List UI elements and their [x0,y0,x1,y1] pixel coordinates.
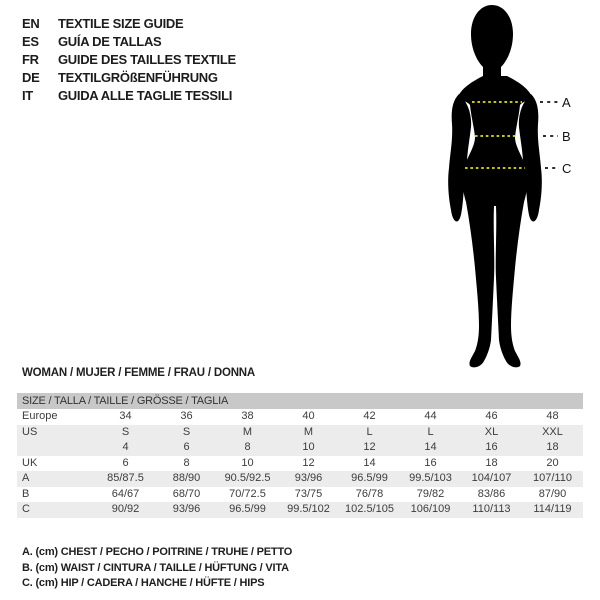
table-cell: 102.5/105 [345,503,394,515]
table-cell: 93/96 [172,503,201,515]
table-row [17,425,583,441]
table-cell: 90.5/92.5 [224,472,271,484]
table-cell: 36 [180,410,193,422]
table-cell: 14 [363,456,376,469]
language-code: IT [22,88,33,103]
table-cell: 6 [183,441,190,453]
table-cell: 96.5/99 [229,503,266,515]
row-label: A [22,472,30,484]
language-title: TEXTILGRÖßENFÜHRUNG [58,70,218,85]
table-cell: 85/87.5 [107,472,144,484]
table-cell: 87/90 [538,487,567,500]
table-row [17,502,583,518]
table-cell: 99.5/103 [409,472,452,484]
size-guide-figure [395,0,600,380]
table-cell: 76/78 [355,487,384,500]
table-cell: 83/86 [477,487,506,500]
language-title: GUIDA ALLE TAGLIE TESSILI [58,88,233,103]
table-cell: 70/72.5 [229,487,266,500]
size-table-header: SIZE / TALLA / TAILLE / GRÖSSE / TAGLIA [17,393,583,409]
language-title-list [22,15,236,105]
table-cell: 8 [183,456,190,469]
legend-line: A. (cm) CHEST / PECHO / POITRINE / TRUHE / PETTO [22,546,293,558]
table-cell: 16 [485,441,498,453]
language-row-en [22,15,236,33]
language-code: FR [22,52,39,67]
silhouette-head [471,5,513,86]
table-cell: 42 [363,410,376,422]
table-cell: 40 [302,410,315,422]
table-cell: XXL [542,425,563,438]
table-cell: 107/110 [533,472,572,484]
language-row-es [22,33,236,51]
table-cell: 48 [546,410,559,422]
table-cell: 10 [302,441,315,453]
language-code: ES [22,34,39,49]
language-row-fr [22,51,236,69]
language-row-de [22,69,236,87]
size-table-rows [17,409,583,518]
table-cell: 12 [363,441,376,453]
table-cell: 44 [424,410,437,422]
table-row [17,409,583,425]
row-label: UK [22,456,38,469]
table-cell: 114/119 [533,503,572,515]
row-label: B [22,487,30,500]
language-title: GUÍA DE TALLAS [58,34,162,49]
table-cell: 18 [546,441,559,453]
table-cell: L [427,425,434,438]
table-row [17,471,583,487]
table-cell: 16 [424,456,437,469]
woman-silhouette-figure [395,0,600,380]
table-cell: 8 [244,441,251,453]
marker-c-label: C [562,161,572,176]
table-cell: 18 [485,456,498,469]
measurement-legend [22,545,292,592]
table-cell: 34 [119,410,132,422]
language-code: EN [22,16,40,31]
row-label: Europe [22,410,58,422]
table-cell: L [366,425,373,438]
row-label [17,440,95,456]
legend-line: B. (cm) WAIST / CINTURA / TAILLE / HÜFTUNG / VITA [22,561,289,574]
language-title: GUIDE DES TAILLES TEXTILE [58,52,236,67]
table-cell: 46 [485,410,498,422]
table-cell: 6 [122,456,129,469]
table-cell: 20 [546,456,559,469]
table-row [17,487,583,503]
table-cell: 38 [241,410,254,422]
table-cell: 64/67 [111,487,140,500]
language-title: TEXTILE SIZE GUIDE [58,16,184,31]
language-code: DE [22,70,40,85]
table-cell: 10 [241,456,254,469]
section-title-woman: WOMAN / MUJER / FEMME / FRAU / DONNA [22,367,256,379]
size-table [17,393,583,518]
row-label: US [22,425,38,438]
row-label: C [22,503,30,515]
marker-b-label: B [562,129,571,144]
table-cell: 110/113 [472,503,511,515]
table-cell: 104/107 [471,472,512,484]
table-cell: 14 [424,441,437,453]
table-cell: 106/109 [410,503,451,515]
table-cell: 88/90 [172,472,201,484]
table-cell: 79/82 [416,487,445,500]
table-cell: S [121,425,130,438]
table-cell: 90/92 [111,503,140,515]
table-cell: 73/75 [294,487,323,500]
table-cell: M [242,425,253,438]
table-cell: XL [484,425,499,438]
table-cell: S [182,425,191,438]
table-cell: 96.5/99 [351,472,388,484]
language-row-it [22,87,236,105]
legend-line: C. (cm) HIP / CADERA / HANCHE / HÜFTE / HIPS [22,577,265,590]
marker-a-label: A [562,95,571,110]
table-cell: 68/70 [172,487,201,500]
table-cell: 4 [122,441,129,453]
table-cell: 99.5/102 [287,503,330,515]
table-cell: 12 [302,456,315,469]
table-row [17,456,583,472]
table-cell: M [303,425,314,438]
table-row [17,440,583,456]
table-cell: 93/96 [294,472,323,484]
